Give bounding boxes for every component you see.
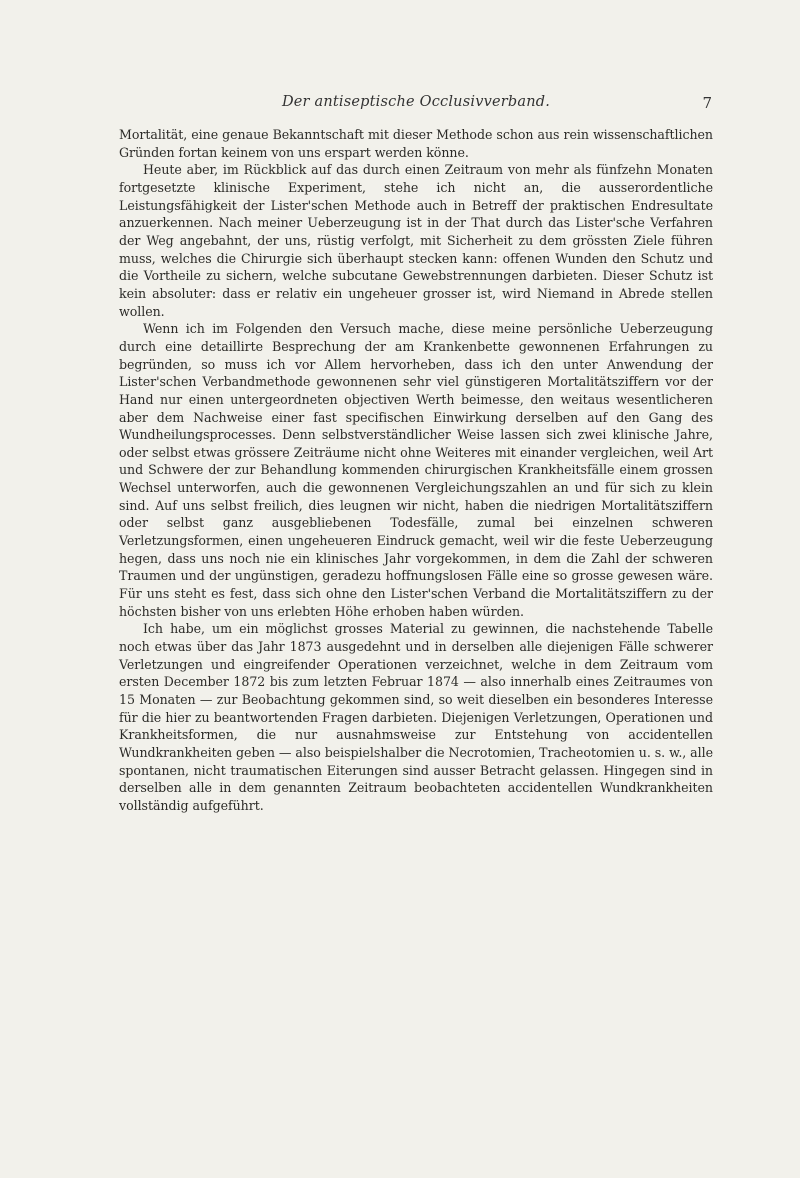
- running-title: Der antiseptische Occlusivverband.: [281, 94, 551, 110]
- paragraph: Ich habe, um ein möglichst grosses Material zu gewinnen, die nachstehende Tabelle noch etwas über das Jahr 1873 ausgedehnt und in derselben alle diejenigen Fälle schwerer Verletzungen und eingreifender Operationen verzeichnet, welche in dem Zeitraum vom ersten December 1872 bis zum letzten Februar 1874 — also innerhalb eines Zeitraumes von 15 Monaten — zur Beobachtung gekommen sind, so weit dieselben ein besonderes Interesse für die hier zu beantwortenden Fragen darbieten. Diejenigen Verletzungen, Operationen und Krankheitsformen, die nur ausnahmsweise zur Entstehung von accidentellen Wundkrankheiten geben — also beispielshalber die Necrotomien, Tracheotomien u. s. w., alle spontanen, nicht traumatischen Eiterungen sind ausser Betracht gelassen. Hingegen sind in derselben alle in dem genannten Zeitraum beobachteten accidentellen Wundkrankheiten vollständig aufgeführt.: [119, 621, 713, 813]
- paragraph: Wenn ich im Folgenden den Versuch mache, diese meine persönliche Ueberzeugung durch eine detaillirte Besprechung der am Krankenbette gewonnenen Erfahrungen zu begründen, so muss ich vor Allem hervorheben, dass ich den unter Anwendung der Lister'schen Verbandmethode gewonnenen sehr viel günstigeren Mortalitätsziffern vor der Hand nur einen untergeordneten objectiven Werth beimesse, den weitaus wesentlicheren aber dem Nachweise einer fast specifischen Einwirkung derselben auf den Gang des Wundheilungsprocesses. Denn selbstverständlicher Weise lassen sich zwei klinische Jahre, oder selbst etwas grössere Zeiträume nicht ohne Weiteres mit einander vergleichen, weil Art und Schwere der zur Behandlung kommenden chirurgischen Krankheitsfälle einem grossen Wechsel unterworfen, auch die gewonnenen Vergleichungszahlen an und für sich zu klein sind. Auf uns selbst freilich, dies leugnen wir nicht, haben die niedrigen Mortalitätsziffern oder selbst ganz ausgebliebenen Todesfälle, zumal bei einzelnen schweren Verletzungsformen, einen ungeheueren Eindruck gemacht, weil wir die feste Ueberzeugung hegen, dass uns noch nie ein klinisches Jahr vorgekommen, in dem die Zahl der schweren Traumen und der ungünstigen, geradezu hoffnungslosen Fälle eine so grosse gewesen wäre. Für uns steht es fest, dass sich ohne den Lister'schen Verband die Mortalitätsziffern zu der höchsten bisher von uns erlebten Höhe erhoben haben würden.: [119, 321, 713, 619]
- body-text: [119, 126, 713, 815]
- paragraph: Mortalität, eine genaue Bekanntschaft mit dieser Methode schon aus rein wissenschaftlichen Gründen fortan keinem von uns erspart werden könne.: [119, 127, 713, 160]
- paragraph: Heute aber, im Rückblick auf das durch einen Zeitraum von mehr als fünfzehn Monaten fortgesetzte klinische Experiment, stehe ich nicht an, die ausserordentliche Leistungsfähigkeit der Lister'schen Methode auch in Betreff der praktischen Endresultate anzuerkennen. Nach meiner Ueberzeugung ist in der That durch das Lister'sche Verfahren der Weg angebahnt, der uns, rüstig verfolgt, mit Sicherheit zu dem grössten Ziele führen muss, welches die Chirurgie sich überhaupt stecken kann: offenen Wunden den Schutz und die Vortheile zu sichern, welche subcutane Gewebstrennungen darbieten. Dieser Schutz ist kein absoluter: dass er relativ ein ungeheuer grosser ist, wird Niemand in Abrede stellen wollen.: [119, 162, 713, 319]
- page-header: [120, 94, 712, 116]
- page-number: 7: [702, 94, 712, 112]
